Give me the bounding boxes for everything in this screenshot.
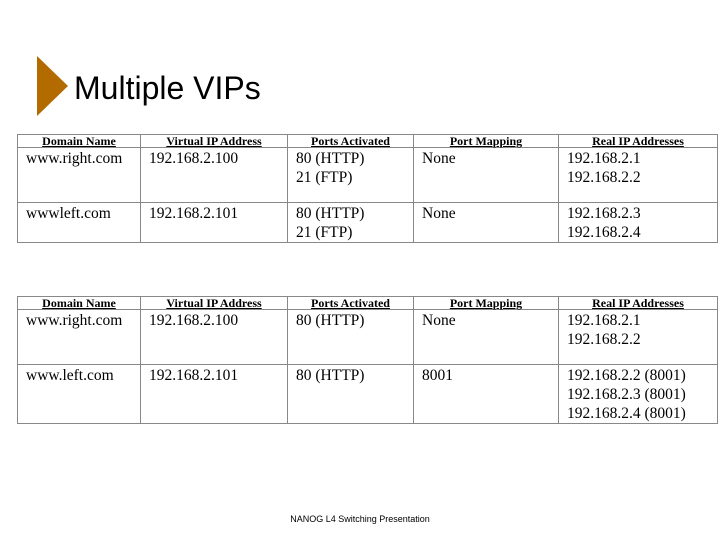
- header-port-mapping: Port Mapping: [414, 297, 559, 310]
- header-real-ip: Real IP Addresses: [559, 135, 718, 148]
- cell-mapping: None: [414, 148, 559, 203]
- slide-footer: NANOG L4 Switching Presentation: [290, 514, 430, 524]
- cell-vip: 192.168.2.100: [141, 310, 288, 365]
- cell-real-ips: [559, 148, 718, 203]
- table-row: [18, 365, 718, 424]
- cell-domain: www.right.com: [18, 310, 141, 365]
- real-ip-entry: 192.168.2.1: [567, 150, 641, 167]
- cell-domain: wwwleft.com: [18, 203, 141, 243]
- port-entry: 21 (FTP): [296, 169, 353, 186]
- cell-domain: www.left.com: [18, 365, 141, 424]
- cell-ports: [288, 365, 414, 424]
- cell-mapping: None: [414, 203, 559, 243]
- cell-ports: [288, 310, 414, 365]
- vip-table-1: [17, 134, 718, 243]
- real-ip-entry: 192.168.2.2: [567, 331, 641, 348]
- table-header-row: [18, 135, 718, 148]
- header-virtual-ip: Virtual IP Address: [141, 297, 288, 310]
- table-row: [18, 148, 718, 203]
- cell-real-ips: [559, 365, 718, 424]
- cell-ports: [288, 148, 414, 203]
- table-header-row: [18, 297, 718, 310]
- port-entry: 80 (HTTP): [296, 150, 365, 167]
- title-bullet-icon: [37, 56, 68, 116]
- header-ports-activated: Ports Activated: [288, 135, 414, 148]
- real-ip-entry: 192.168.2.2: [567, 169, 641, 186]
- cell-ports: [288, 203, 414, 243]
- header-domain-name: Domain Name: [18, 135, 141, 148]
- port-entry: 80 (HTTP): [296, 367, 365, 384]
- cell-mapping: 8001: [414, 365, 559, 424]
- cell-vip: 192.168.2.101: [141, 203, 288, 243]
- real-ip-entry: 192.168.2.2 (8001): [567, 367, 686, 384]
- cell-vip: 192.168.2.100: [141, 148, 288, 203]
- real-ip-entry: 192.168.2.4 (8001): [567, 405, 686, 422]
- real-ip-entry: 192.168.2.3: [567, 205, 641, 222]
- port-entry: 80 (HTTP): [296, 205, 365, 222]
- header-virtual-ip: Virtual IP Address: [141, 135, 288, 148]
- header-domain-name: Domain Name: [18, 297, 141, 310]
- header-ports-activated: Ports Activated: [288, 297, 414, 310]
- cell-vip: 192.168.2.101: [141, 365, 288, 424]
- table-row: [18, 310, 718, 365]
- table-row: [18, 203, 718, 243]
- port-entry: 21 (FTP): [296, 224, 353, 241]
- cell-domain: www.right.com: [18, 148, 141, 203]
- real-ip-entry: 192.168.2.4: [567, 224, 641, 241]
- header-real-ip: Real IP Addresses: [559, 297, 718, 310]
- real-ip-entry: 192.168.2.3 (8001): [567, 386, 686, 403]
- cell-mapping: None: [414, 310, 559, 365]
- vip-table-2: [17, 296, 718, 424]
- real-ip-entry: 192.168.2.1: [567, 312, 641, 329]
- cell-real-ips: [559, 310, 718, 365]
- header-port-mapping: Port Mapping: [414, 135, 559, 148]
- port-entry: 80 (HTTP): [296, 312, 365, 329]
- slide-title: Multiple VIPs: [74, 70, 261, 106]
- cell-real-ips: [559, 203, 718, 243]
